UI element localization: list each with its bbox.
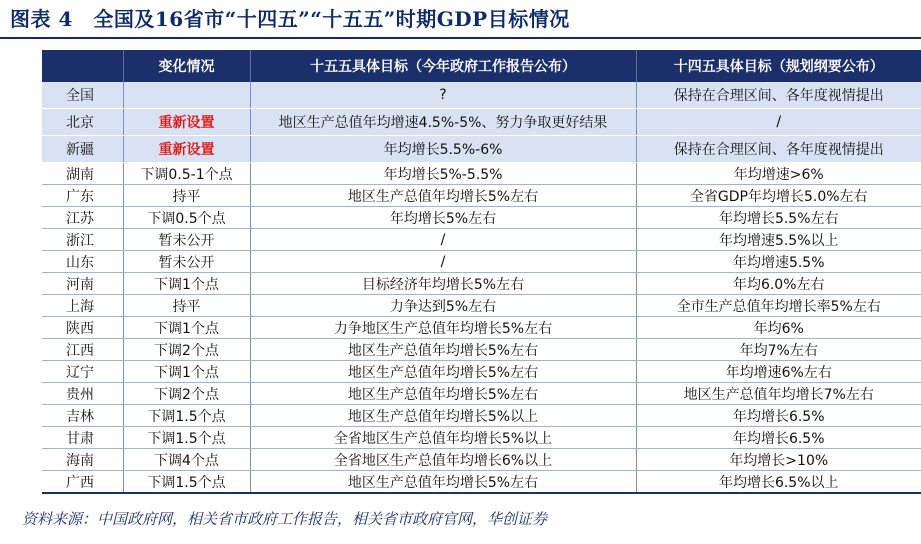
change-cell: 下调1.5个点	[123, 405, 250, 427]
target14-cell: 年均增长6.5%以上	[636, 471, 921, 494]
target15-cell: /	[250, 251, 636, 273]
target14-cell: 年均增速>6%	[636, 163, 921, 185]
target15-cell: 目标经济年均增长5%左右	[250, 273, 636, 295]
figure-title: 图表 4 全国及16省市“十四五”“十五五”时期GDP目标情况	[10, 7, 570, 31]
change-cell: 下调0.5-1个点	[123, 163, 250, 185]
target15-cell: 力争达到5%左右	[250, 295, 636, 317]
table-body	[42, 82, 921, 493]
target15-cell: 地区生产总值年均增长5%左右	[250, 383, 636, 405]
table-row	[42, 295, 921, 317]
target14-cell: 保持在合理区间、各年度视情提出	[636, 82, 921, 109]
target15-cell: 年均增长5.5%-6%	[250, 136, 636, 163]
gdp-target-table	[42, 50, 921, 494]
table-row	[42, 185, 921, 207]
target15-cell: /	[250, 229, 636, 251]
region-cell: 河南	[42, 273, 123, 295]
region-cell: 甘肃	[42, 427, 123, 449]
header-cell-region	[42, 50, 123, 82]
target14-cell: 年均增长5.5%左右	[636, 207, 921, 229]
change-cell: 重新设置	[123, 109, 250, 136]
change-cell: 下调0.5个点	[123, 207, 250, 229]
header-cell-target14: 十四五具体目标（规划纲要公布）	[636, 50, 921, 82]
table-row	[42, 82, 921, 109]
region-cell: 新疆	[42, 136, 123, 163]
header-cell-change: 变化情况	[123, 50, 250, 82]
change-cell: 暂未公开	[123, 251, 250, 273]
table-header	[42, 50, 921, 82]
source-note: 资料来源：中国政府网，相关省市政府工作报告，相关省市政府官网，华创证券	[22, 510, 548, 528]
target14-cell: 年均增长6.5%	[636, 427, 921, 449]
target15-cell: 地区生产总值年均增长5%左右	[250, 339, 636, 361]
change-cell: 下调2个点	[123, 339, 250, 361]
region-cell: 辽宁	[42, 361, 123, 383]
region-cell: 全国	[42, 82, 123, 109]
target14-cell: 年均6%	[636, 317, 921, 339]
table-row	[42, 449, 921, 471]
table-row	[42, 317, 921, 339]
change-cell: 持平	[123, 185, 250, 207]
target15-cell: 年均增长5%左右	[250, 207, 636, 229]
region-cell: 吉林	[42, 405, 123, 427]
target14-cell: 年均增速5.5%以上	[636, 229, 921, 251]
change-cell: 下调4个点	[123, 449, 250, 471]
target14-cell: 年均增长>10%	[636, 449, 921, 471]
target15-cell: ?	[250, 82, 636, 109]
target14-cell: /	[636, 109, 921, 136]
table-row	[42, 229, 921, 251]
change-cell: 下调2个点	[123, 383, 250, 405]
change-cell: 持平	[123, 295, 250, 317]
table-row	[42, 405, 921, 427]
target14-cell: 年均增速6%左右	[636, 361, 921, 383]
change-cell: 重新设置	[123, 136, 250, 163]
table-row	[42, 163, 921, 185]
region-cell: 北京	[42, 109, 123, 136]
table-row	[42, 361, 921, 383]
region-cell: 上海	[42, 295, 123, 317]
change-cell: 下调1.5个点	[123, 427, 250, 449]
header-row	[42, 50, 921, 82]
target15-cell: 地区生产总值年均增长5%左右	[250, 471, 636, 494]
header-cell-target15: 十五五具体目标（今年政府工作报告公布）	[250, 50, 636, 82]
target14-cell: 年均6.0%左右	[636, 273, 921, 295]
table-row	[42, 471, 921, 494]
region-cell: 贵州	[42, 383, 123, 405]
target14-cell: 地区生产总值年均增长7%左右	[636, 383, 921, 405]
target15-cell: 全省地区生产总值年均增长6%以上	[250, 449, 636, 471]
region-cell: 广东	[42, 185, 123, 207]
target15-cell: 力争地区生产总值年均增长5%左右	[250, 317, 636, 339]
target14-cell: 年均增速5.5%	[636, 251, 921, 273]
region-cell: 江苏	[42, 207, 123, 229]
target15-cell: 年均增长5%-5.5%	[250, 163, 636, 185]
change-cell: 下调1.5个点	[123, 471, 250, 494]
region-cell: 江西	[42, 339, 123, 361]
table-row	[42, 383, 921, 405]
region-cell: 海南	[42, 449, 123, 471]
target15-cell: 地区生产总值年均增长5%左右	[250, 361, 636, 383]
table-row	[42, 427, 921, 449]
table-row	[42, 109, 921, 136]
target14-cell: 全市生产总值年均增长率5%左右	[636, 295, 921, 317]
region-cell: 湖南	[42, 163, 123, 185]
change-cell	[123, 82, 250, 109]
table-row	[42, 339, 921, 361]
region-cell: 广西	[42, 471, 123, 494]
target14-cell: 全省GDP年均增长5.0%左右	[636, 185, 921, 207]
target15-cell: 地区生产总值年均增速4.5%-5%、努力争取更好结果	[250, 109, 636, 136]
table-row	[42, 207, 921, 229]
region-cell: 山东	[42, 251, 123, 273]
table-row	[42, 273, 921, 295]
change-cell: 下调1个点	[123, 361, 250, 383]
target15-cell: 地区生产总值年均增长5%以上	[250, 405, 636, 427]
target15-cell: 全省地区生产总值年均增长5%以上	[250, 427, 636, 449]
target15-cell: 地区生产总值年均增长5%左右	[250, 185, 636, 207]
title-divider	[0, 37, 921, 39]
change-cell: 暂未公开	[123, 229, 250, 251]
target14-cell: 年均7%左右	[636, 339, 921, 361]
table-row	[42, 251, 921, 273]
region-cell: 浙江	[42, 229, 123, 251]
region-cell: 陕西	[42, 317, 123, 339]
change-cell: 下调1个点	[123, 317, 250, 339]
change-cell: 下调1个点	[123, 273, 250, 295]
target14-cell: 年均增长6.5%	[636, 405, 921, 427]
target14-cell: 保持在合理区间、各年度视情提出	[636, 136, 921, 163]
table-row	[42, 136, 921, 163]
